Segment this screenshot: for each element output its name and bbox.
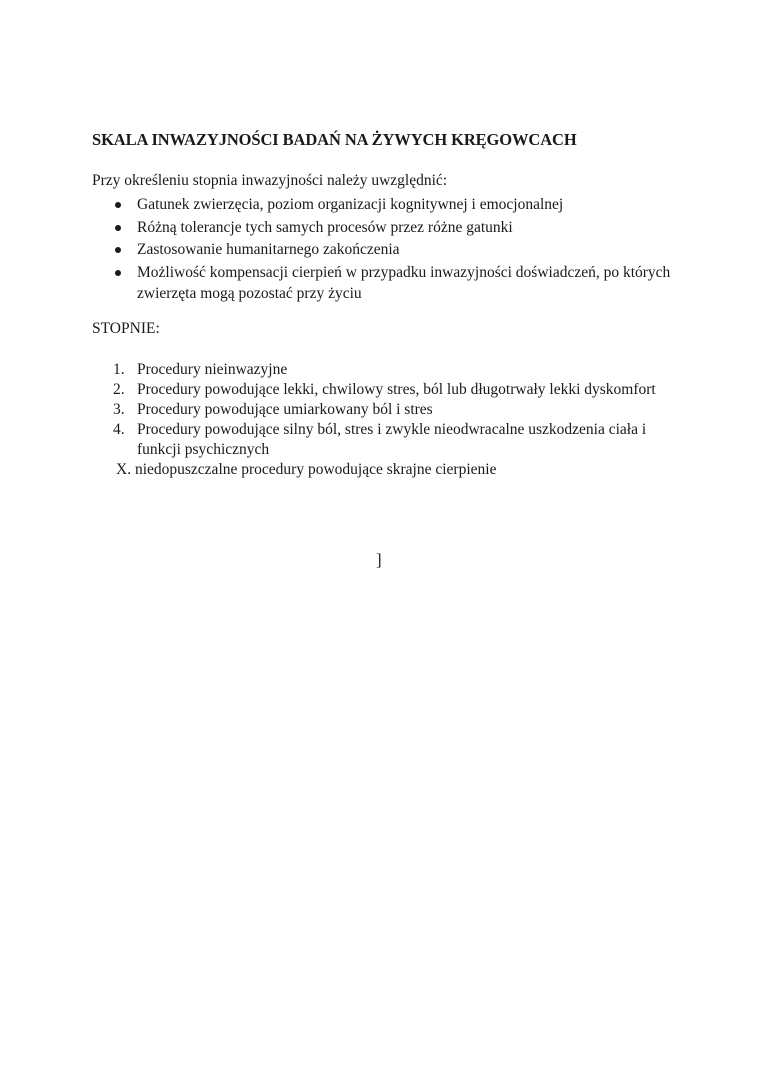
- degree-text: Procedury powodujące silny ból, stres i zwykle nieodwracalne uszkodzenia ciała i funkcji psychicznych: [137, 421, 647, 458]
- criteria-list: [92, 194, 692, 305]
- degree-item: [92, 400, 692, 420]
- degree-text: Procedury nieinwazyjne: [137, 361, 288, 378]
- degrees-list: [92, 360, 692, 480]
- criteria-item-text: Możliwość kompensacji cierpień w przypadku inwazyjności doświadczeń, po których zwierzęta mogą pozostać przy życiu: [137, 263, 671, 302]
- bullet-icon: [115, 225, 121, 231]
- degree-item: [92, 360, 692, 380]
- degree-item: [92, 420, 692, 460]
- degree-marker: 2.: [113, 381, 125, 398]
- degree-marker: X.: [116, 461, 132, 478]
- degrees-heading: STOPNIE:: [92, 320, 160, 337]
- degree-marker: 1.: [113, 361, 125, 378]
- criteria-item-text: Gatunek zwierzęcia, poziom organizacji kognitywnej i emocjonalnej: [137, 196, 564, 213]
- degree-text: Procedury powodujące lekki, chwilowy stres, ból lub długotrwały lekki dyskomfort: [137, 381, 656, 398]
- degree-text: Procedury powodujące umiarkowany ból i stres: [137, 401, 433, 418]
- stray-bracket: ]: [376, 550, 382, 569]
- bullet-icon: [115, 202, 121, 208]
- criteria-item: [92, 239, 692, 260]
- criteria-item: [92, 262, 692, 304]
- document-title: SKALA INWAZYJNOŚCI BADAŃ NA ŻYWYCH KRĘGOWCACH: [92, 130, 577, 149]
- criteria-item: [92, 217, 692, 238]
- criteria-item: [92, 194, 692, 215]
- intro-text: Przy określeniu stopnia inwazyjności należy uwzględnić:: [92, 172, 448, 189]
- criteria-item-text: Zastosowanie humanitarnego zakończenia: [137, 241, 400, 258]
- bullet-icon: [115, 270, 121, 276]
- criteria-item-text: Różną tolerancje tych samych procesów przez różne gatunki: [137, 218, 513, 236]
- degree-marker: 4.: [113, 421, 125, 438]
- degree-item: [92, 460, 692, 480]
- degree-marker: 3.: [113, 401, 125, 418]
- degree-text: niedopuszczalne procedury powodujące skrajne cierpienie: [134, 461, 497, 478]
- degree-item: [92, 380, 692, 400]
- bullet-icon: [115, 247, 121, 253]
